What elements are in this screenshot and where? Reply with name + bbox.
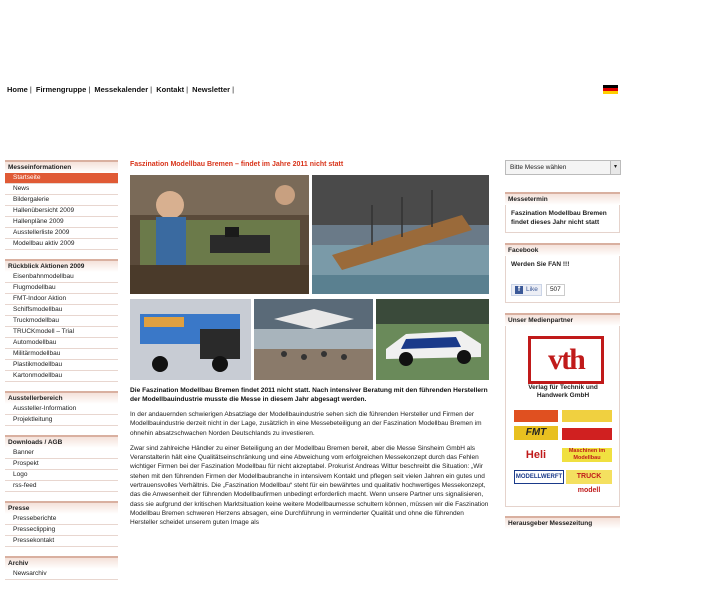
nav-kontakt[interactable]: Kontakt (156, 85, 185, 94)
sidebar-item-eisenbahnmodellbau[interactable]: Eisenbahnmodellbau (5, 272, 118, 283)
sidebar (5, 160, 118, 589)
sidebar-item-startseite[interactable]: Startseite (5, 173, 118, 184)
magazine-logo-decor (514, 410, 558, 422)
main-content (130, 160, 490, 528)
medienpartner-box (505, 313, 620, 507)
photo-ship-models (312, 175, 489, 294)
sidebar-item-automodellbau[interactable]: Automodellbau (5, 338, 118, 349)
chevron-down-icon[interactable]: ▾ (610, 161, 620, 174)
sidebar-item-pressekontakt[interactable]: Pressekontakt (5, 536, 118, 547)
sidebar-item-newsarchiv[interactable]: Newsarchiv (5, 569, 118, 580)
sidebar-heading: Rückblick Aktionen 2009 (5, 259, 118, 272)
sidebar-item-presseberichte[interactable]: Presseberichte (5, 514, 118, 525)
sidebar-section-ausstellerbereich (5, 391, 118, 426)
facebook-like-widget (511, 284, 565, 297)
facebook-box (505, 243, 620, 303)
sidebar-item-truckmodell-trial[interactable]: TRUCKmodell – Trial (5, 327, 118, 338)
sidebar-item-rss-feed[interactable]: rss-feed (5, 481, 118, 492)
magazine-logo-truck[interactable]: TRUCK modell (566, 470, 612, 484)
magazine-logo-fmt[interactable]: FMT (514, 426, 558, 440)
sidebar-heading: Messeinformationen (5, 160, 118, 173)
sidebar-section-presse (5, 501, 118, 547)
herausgeber-box (505, 516, 620, 529)
sidebar-item-bildergalerie[interactable]: Bildergalerie (5, 195, 118, 206)
medienpartner-heading: Unser Medienpartner (505, 313, 620, 326)
nav-firmengruppe[interactable]: Firmengruppe (35, 85, 87, 94)
sidebar-section-archiv (5, 556, 118, 580)
sidebar-item-prospekt[interactable]: Prospekt (5, 459, 118, 470)
sidebar-item-militaermodellbau[interactable]: Militärmodellbau (5, 349, 118, 360)
sidebar-heading: Ausstellerbereich (5, 391, 118, 404)
vth-logo[interactable] (528, 336, 604, 384)
nav-separator: | (88, 85, 91, 94)
sidebar-section-rueckblick (5, 259, 118, 382)
nav-separator: | (232, 85, 235, 94)
magazine-logo-decor (562, 410, 612, 422)
medienpartner-body (505, 326, 620, 507)
photo-truck-models (130, 299, 251, 380)
magazine-logo-maschinen[interactable]: Maschinen im Modellbau (562, 448, 612, 462)
nav-separator: | (150, 85, 153, 94)
facebook-heading: Facebook (505, 243, 620, 256)
facebook-fan-text: Werden Sie FAN !!! (511, 261, 570, 268)
nav-separator: | (186, 85, 189, 94)
magazine-logo-modellwerft[interactable]: MODELLWERFT (514, 470, 564, 484)
sidebar-item-flugmodellbau[interactable]: Flugmodellbau (5, 283, 118, 294)
sidebar-item-news[interactable]: News (5, 184, 118, 195)
body-paragraph: In der andauernden schwierigen Absatzlage der Modellbauindustrie sehen sich die führenden Hersteller und Firmen der Modellbauindustrie derzeit nicht in der Lage, zusätzlich in eine Messebeteiligung an der Faszination Modellbau Bremen im ohnehin absatzschwachen Norden Deutschlands zu investieren. (130, 411, 482, 437)
messetermin-text: Faszination Modellbau Bremen findet dieses Jahr nicht statt (505, 205, 620, 233)
nav-newsletter[interactable]: Newsletter (192, 85, 231, 94)
sidebar-item-banner[interactable]: Banner (5, 448, 118, 459)
sidebar-item-kartonmodellbau[interactable]: Kartonmodellbau (5, 371, 118, 382)
sidebar-item-modellbau-aktiv[interactable]: Modellbau aktiv 2009 (5, 239, 118, 250)
photo-race-car (376, 299, 489, 380)
right-column (505, 160, 620, 529)
page-title: Faszination Modellbau Bremen – findet im Jahre 2011 nicht statt (130, 161, 344, 168)
sidebar-item-fmt-indoor[interactable]: FMT-Indoor Aktion (5, 294, 118, 305)
sidebar-item-aussteller-information[interactable]: Aussteller-Information (5, 404, 118, 415)
messe-select-label: Bitte Messe wählen (510, 164, 567, 171)
sidebar-heading: Downloads / AGB (5, 435, 118, 448)
facebook-icon: f (515, 286, 523, 294)
sidebar-heading: Presse (5, 501, 118, 514)
messe-select[interactable] (505, 160, 621, 175)
facebook-like-label: Like (526, 285, 538, 293)
publisher-name: Verlag für Technik und Handwerk GmbH (528, 384, 598, 399)
sidebar-item-truckmodellbau[interactable]: Truckmodellbau (5, 316, 118, 327)
facebook-like-button[interactable] (511, 284, 542, 297)
sidebar-item-presseclipping[interactable]: Presseclipping (5, 525, 118, 536)
herausgeber-heading: Herausgeber Messezeitung (505, 516, 620, 529)
sidebar-section-downloads (5, 435, 118, 492)
facebook-like-count: 507 (546, 284, 565, 297)
sidebar-section-messeinformationen (5, 160, 118, 250)
top-nav (7, 85, 236, 94)
photo-collage (130, 175, 490, 381)
vth-logo-text: vth (548, 343, 584, 376)
lead-paragraph: Die Faszination Modellbau Bremen findet 2011 nicht statt. Nach intensiver Beratung mit den führenden Herstellern der Modellbauindustrie musste die Messe in diesem Jahr abgesagt werden. (130, 387, 488, 403)
sidebar-item-projektleitung[interactable]: Projektleitung (5, 415, 118, 426)
nav-messekalender[interactable]: Messekalender (94, 85, 149, 94)
magazine-logo-heli[interactable]: Heli (525, 449, 547, 461)
magazine-logo-decor (562, 428, 612, 440)
photo-model-railway (130, 175, 309, 294)
german-flag-icon[interactable] (603, 85, 618, 94)
sidebar-item-schiffsmodellbau[interactable]: Schiffsmodellbau (5, 305, 118, 316)
facebook-body (505, 256, 620, 303)
sidebar-item-plastikmodellbau[interactable]: Plastikmodellbau (5, 360, 118, 371)
body-paragraph: Zwar sind zahlreiche Händler zu einer Beteiligung an der Modellbau Bremen bereit, aber die Messe Sinsheim GmbH als Veranstalterin hält eine Qualitätseinschränkung und eine Abweichung vom erfolgreichen Messekonzept durch das Fehlen wichtiger Firmen bei der Faszination Modellbau für nicht akzeptabel. Prokurist Andreas Wittur beschreibt die Situation: „Wir stehen mit den führenden Firmen der Modellbaubranche in intensivem Kontakt und pflegen seit vielen Jahren ein gutes und vertrauensvolles Verhältnis. Die „Faszination Modellbau“ steht für ein bewährtes und qualitativ hochwertiges Messekonzept, das die Anwesenheit der führenden Modellbaufirmen unbedingt erforderlich macht. Wenn unsere Partner uns signalisieren, dass sie aufgrund der kritischen Marktsituation keine weitere Modellbaumesse schultern können, müssen wir die Faszination Modellbau Bremen schweren Herzens absagen, eine Durchführung in verminderter Qualität und ohne die führenden Hersteller scheidet unserem guten Image als (130, 444, 489, 527)
messetermin-box (505, 192, 620, 233)
sidebar-item-hallenuebersicht[interactable]: Hallenübersicht 2009 (5, 206, 118, 217)
messetermin-heading: Messetermin (505, 192, 620, 205)
sidebar-item-logo[interactable]: Logo (5, 470, 118, 481)
photo-exhibition-hall (254, 299, 373, 380)
sidebar-item-hallenplaene[interactable]: Hallenpläne 2009 (5, 217, 118, 228)
nav-home[interactable]: Home (7, 85, 28, 94)
sidebar-heading: Archiv (5, 556, 118, 569)
sidebar-item-ausstellerliste[interactable]: Ausstellerliste 2009 (5, 228, 118, 239)
nav-separator: | (29, 85, 32, 94)
